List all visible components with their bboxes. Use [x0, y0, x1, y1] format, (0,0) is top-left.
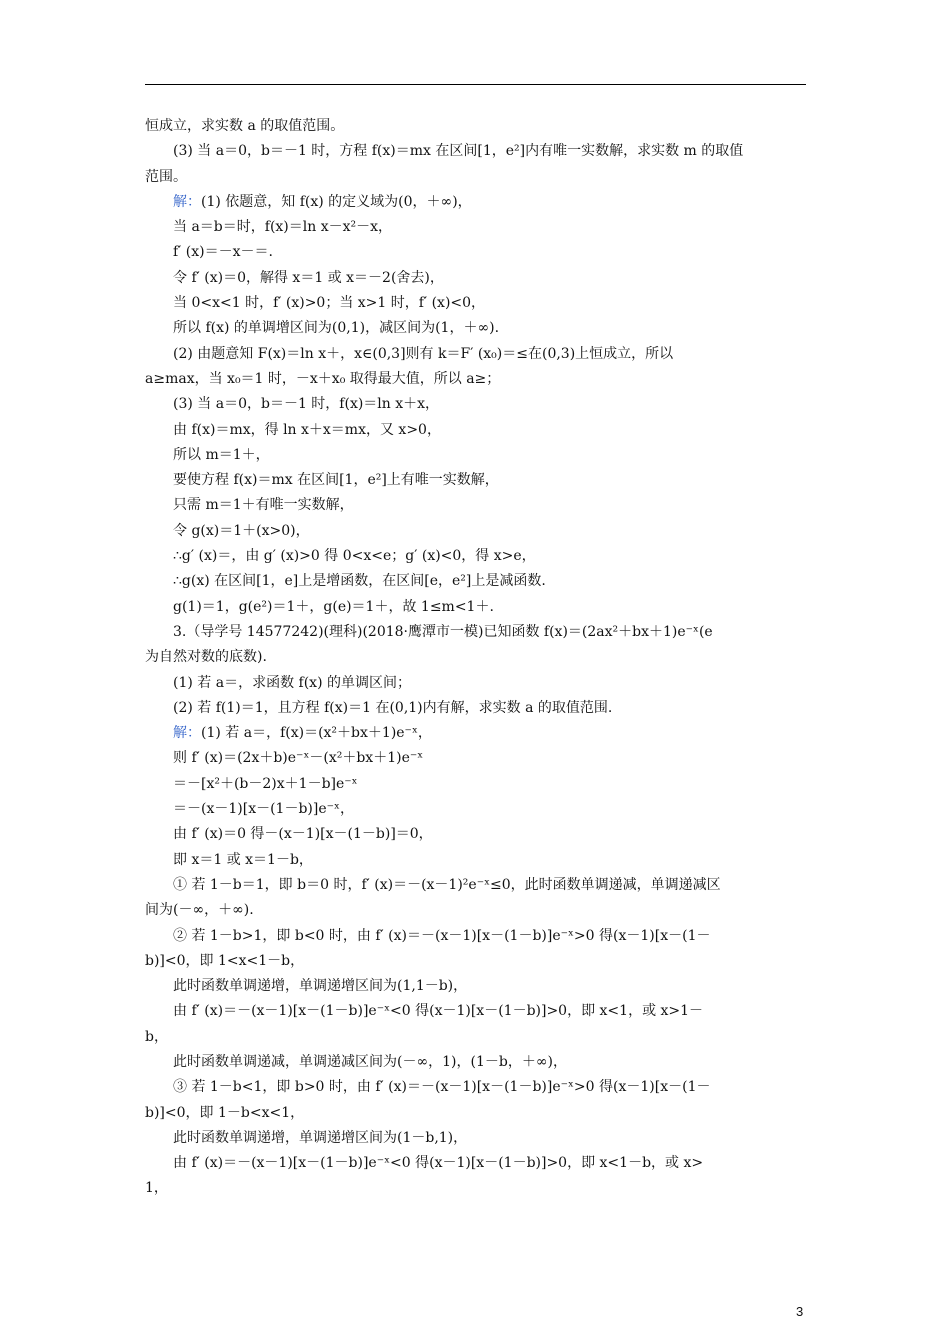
text-line: [145, 468, 806, 493]
line-text: 由 f′ (x)＝0 得－(x－1)[x－(1－b)]＝0，: [173, 826, 433, 843]
line-text: ∴g(x) 在区间[1，e]上是增函数，在区间[e，e²]上是减函数.: [173, 573, 546, 590]
line-text: ③ 若 1－b<1，即 b>0 时，由 f′ (x)＝－(x－1)[x－(1－b)]e⁻ˣ>0 得(x－1)[x－(1－: [173, 1079, 711, 1096]
text-line: [145, 898, 806, 923]
line-text: 间为(－∞，＋∞).: [145, 902, 254, 919]
line-text: (2) 若 f(1)＝1，且方程 f(x)＝1 在(0,1)内有解，求实数 a 的取值范围.: [173, 699, 613, 716]
text-line: [145, 215, 806, 240]
line-text: 当 a＝b＝时，f(x)＝ln x－x²－x，: [173, 219, 393, 236]
line-text: (2) 由题意知 F(x)＝ln x＋，x∈(0,3]则有 k＝F′ (x₀)＝≤在(0,3)上恒成立，所以: [173, 345, 674, 362]
text-line: [145, 316, 806, 341]
text-line: [145, 1075, 806, 1100]
line-text: 此时函数单调递增，单调递增区间为(1－b,1)，: [173, 1129, 468, 1146]
line-text: 令 g(x)＝1＋(x>0)，: [173, 522, 310, 539]
text-line: [145, 114, 806, 139]
text-line: [145, 418, 806, 443]
text-line: [145, 1050, 806, 1075]
line-text: 则 f′ (x)＝(2x＋b)e⁻ˣ－(x²＋bx＋1)e⁻ˣ: [173, 750, 424, 767]
line-text: b，: [145, 1028, 168, 1045]
line-text: b)]<0，即 1－b<x<1，: [145, 1104, 305, 1121]
text-line: [145, 620, 806, 645]
text-line: [145, 974, 806, 999]
line-text: 当 0<x<1 时，f′ (x)>0；当 x>1 时，f′ (x)<0，: [173, 295, 486, 312]
line-text: 3.（导学号 14577242)(理科)(2018·鹰潭市一模)已知函数 f(x)＝(2ax²＋bx＋1)e⁻ˣ(e: [173, 623, 713, 640]
line-text: (1) 若 a＝，f(x)＝(x²＋bx＋1)e⁻ˣ，: [201, 725, 432, 742]
line-text: 此时函数单调递减，单调递减区间为(－∞，1)，(1－b，＋∞)，: [173, 1053, 567, 1070]
text-line: [145, 139, 806, 164]
line-text: 即 x＝1 或 x＝1－b，: [173, 851, 313, 868]
text-line: [145, 342, 806, 367]
text-line: [145, 493, 806, 518]
text-line: [145, 999, 806, 1024]
text-line: [145, 645, 806, 670]
line-text: 令 f′ (x)＝0，解得 x＝1 或 x＝－2(舍去)，: [173, 269, 444, 286]
solution-label: 解：: [173, 193, 201, 210]
text-line: [145, 266, 806, 291]
line-text: ＝－(x－1)[x－(1－b)]e⁻ˣ，: [173, 801, 354, 818]
line-text: 范围。: [145, 168, 187, 185]
text-line: [145, 165, 806, 190]
text-line: [145, 1126, 806, 1151]
text-line: [145, 190, 806, 215]
line-text: (3) 当 a＝0，b＝－1 时，f(x)＝ln x＋x，: [173, 396, 440, 413]
line-text: 所以 f(x) 的单调增区间为(0,1)，减区间为(1，＋∞).: [173, 320, 500, 337]
text-line: [145, 797, 806, 822]
line-text: 恒成立，求实数 a 的取值范围。: [145, 118, 345, 134]
line-text: a≥max，当 x₀＝1 时，－x＋x₀ 取得最大值，所以 a≥；: [145, 370, 501, 387]
line-text: 只需 m＝1＋有唯一实数解，: [173, 497, 354, 514]
line-text: f′ (x)＝－x－＝.: [173, 244, 273, 261]
text-line: [145, 1176, 806, 1201]
text-line: [145, 519, 806, 544]
text-line: [145, 544, 806, 569]
text-line: [145, 291, 806, 316]
line-text: (1) 若 a＝，求函数 f(x) 的单调区间；: [173, 674, 411, 691]
text-line: [145, 949, 806, 974]
text-line: [145, 822, 806, 847]
text-line: [145, 1151, 806, 1176]
text-line: [145, 240, 806, 265]
line-text: 由 f(x)＝mx，得 ln x＋x＝mx，又 x>0，: [173, 421, 441, 438]
line-text: (1) 依题意，知 f(x) 的定义域为(0，＋∞)，: [201, 193, 472, 210]
text-line: [145, 721, 806, 746]
text-line: [145, 772, 806, 797]
text-line: [145, 443, 806, 468]
line-text: b)]<0，即 1<x<1－b，: [145, 952, 305, 969]
text-line: [145, 848, 806, 873]
text-line: [145, 671, 806, 696]
text-line: [145, 924, 806, 949]
line-text: 此时函数单调递增，单调递增区间为(1,1－b)，: [173, 978, 468, 995]
text-line: [145, 595, 806, 620]
line-text: ② 若 1－b>1，即 b<0 时，由 f′ (x)＝－(x－1)[x－(1－b)]e⁻ˣ>0 得(x－1)[x－(1－: [173, 927, 711, 944]
line-text: ① 若 1－b＝1，即 b＝0 时，f′ (x)＝－(x－1)²e⁻ˣ≤0，此时函数单调递减，单调递减区: [173, 876, 721, 893]
text-line: [145, 1101, 806, 1126]
line-text: 由 f′ (x)＝－(x－1)[x－(1－b)]e⁻ˣ<0 得(x－1)[x－(1－b)]>0，即 x<1，或 x>1－: [173, 1003, 704, 1020]
line-text: 为自然对数的底数).: [145, 649, 267, 666]
line-text: 1，: [145, 1180, 168, 1197]
text-line: [145, 569, 806, 594]
text-line: [145, 746, 806, 771]
text-line: [145, 392, 806, 417]
line-text: ∴g′ (x)＝，由 g′ (x)>0 得 0<x<e；g′ (x)<0，得 x>e，: [173, 548, 536, 565]
line-text: g(1)＝1，g(e²)＝1＋，g(e)＝1＋，故 1≤m<1＋.: [173, 598, 494, 615]
line-text: (3) 当 a＝0，b＝－1 时，方程 f(x)＝mx 在区间[1，e²]内有唯一实数解，求实数 m 的取值: [173, 143, 744, 160]
line-text: 要使方程 f(x)＝mx 在区间[1，e²]上有唯一实数解，: [173, 472, 499, 489]
header-rule: [145, 84, 806, 85]
solution-label: 解：: [173, 725, 201, 742]
line-text: 所以 m＝1＋，: [173, 446, 270, 463]
text-line: [145, 873, 806, 898]
line-text: 由 f′ (x)＝－(x－1)[x－(1－b)]e⁻ˣ<0 得(x－1)[x－(1－b)]>0，即 x<1－b，或 x>: [173, 1155, 704, 1172]
line-text: ＝－[x²＋(b－2)x＋1－b]e⁻ˣ: [173, 775, 358, 792]
text-line: [145, 1025, 806, 1050]
text-line: [145, 367, 806, 392]
document-body: [145, 114, 806, 1202]
page-number: 3: [796, 1304, 804, 1319]
text-line: [145, 696, 806, 721]
